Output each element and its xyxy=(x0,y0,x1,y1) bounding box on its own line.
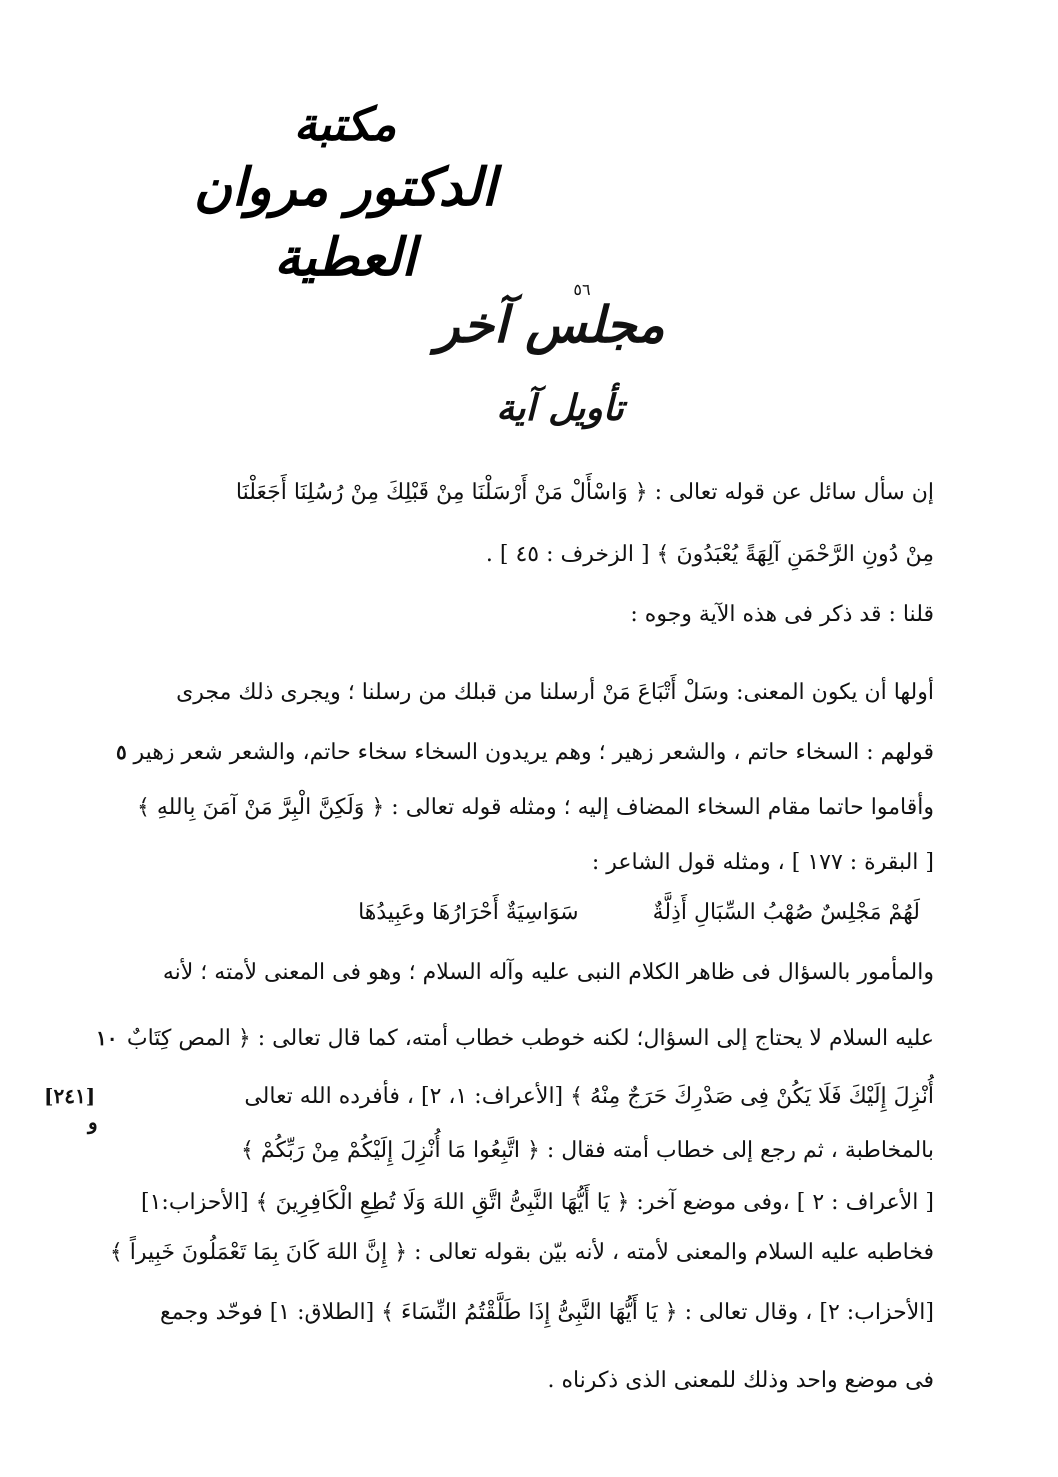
stamp-line-2: الدكتور مروان العطية xyxy=(193,157,497,288)
text-line-1: إن سأل سائل عن قوله تعالى : ﴿ وَاسْأَلْ مَنْ أَرْسَلْنَا مِنْ قَبْلِكَ مِنْ رُسُلِنَا أَجَعَلْنَا xyxy=(235,480,934,505)
text-line-4: أولها أن يكون المعنى: وسَلْ أَتْبَاعَ مَنْ أرسلنا من قبلك من رسلنا ؛ ويجرى ذلك مجرى xyxy=(176,680,934,705)
text-line-15: فى موضع واحد وذلك للمعنى الذى ذكرناه . xyxy=(547,1368,934,1393)
text-line-3: قلنا : قد ذكر فى هذه الآية وجوه : xyxy=(630,602,934,627)
majlis-title: مجلس آخر xyxy=(435,295,665,354)
stamp-line-1: مكتبة xyxy=(293,97,397,151)
verse-second-half: سَوَاسِيَةٌ أَحْرَارُهَا وعَبِيدُهَا xyxy=(358,900,579,925)
text-line-8: والمأمور بالسؤال فى ظاهر الكلام النبى عليه وآله السلام ؛ وهو فى المعنى لأمته ؛ لأنه xyxy=(162,960,934,985)
library-stamp xyxy=(160,95,530,288)
text-line-5: قولهم : السخاء حاتم ، والشعر زهير ؛ وهم يريدون السخاء سخاء حاتم، والشعر شعر زهير xyxy=(133,740,934,765)
verse-first-half: لَهُمْ مَجْلِسٌ صُهْبُ السِّبَالِ أَذِلَّةٌ xyxy=(652,900,920,925)
text-line-9: عليه السلام لا يحتاج إلى السؤال؛ لكنه خوطب خطاب أمته، كما قال تعالى : ﴿ المص كِتَابٌ xyxy=(126,1026,934,1051)
text-line-2: مِنْ دُونِ الرَّحْمَنِ آلِهَةً يُعْبَدُونَ ﴾ [ الزخرف : ٤٥ ] . xyxy=(485,542,934,567)
text-line-10: أُنْزِلَ إِلَيْكَ فَلَا يَكُنْ فِى صَدْرِكَ حَرَجٌ مِنْهُ ﴾ [الأعراف: ١، ٢] ، فأفرده الله تعالى xyxy=(244,1084,934,1109)
line-number-5: ٥ xyxy=(116,740,127,764)
text-line-6: وأقاموا حاتما مقام السخاء المضاف إليه ؛ ومثله قوله تعالى : ﴿ وَلَكِنَّ الْبِرَّ مَنْ آمَنَ بِاللهِ ﴾ xyxy=(136,795,934,820)
text-line-12: [ الأعراف : ٢ ] ،وفى موضع آخر: ﴿ يَا أَيُّهَا النَّبِىُّ اتَّقِ اللهَ وَلَا تُطِعِ الْكَافِرِينَ ﴾ [الأحزاب:١] xyxy=(141,1190,934,1215)
text-line-14: [الأحزاب: ٢] ، وقال تعالى : ﴿ يَا أَيُّهَا النَّبِىُّ إِذَا طَلَّقْتُمُ النِّسَاءَ ﴾ [الطلاق: ١] فوحّد وجمع xyxy=(160,1300,934,1325)
poetry-verse xyxy=(200,900,920,925)
original-page-marker: [٢٤١] xyxy=(44,1084,96,1108)
text-line-11: بالمخاطبة ، ثم رجع إلى خطاب أمته فقال : ﴿ اتَّبِعُوا مَا أُنْزِلَ إِلَيْكُمْ مِنْ رَبِّكُمْ ﴾ xyxy=(241,1138,934,1163)
page-marker-letter: و xyxy=(88,1110,98,1134)
text-line-7: [ البقرة : ١٧٧ ] ، ومثله قول الشاعر : xyxy=(591,850,934,875)
text-line-13: فخاطبه عليه السلام والمعنى لأمته ، لأنه بيّن بقوله تعالى : ﴿ إِنَّ اللهَ كَانَ بِمَا تَعْمَلُونَ خَبِيراً ﴾ xyxy=(109,1240,934,1265)
majlis-number: ٥٦ xyxy=(573,280,591,299)
line-number-10: ١٠ xyxy=(96,1026,118,1050)
section-subtitle: تأويل آية xyxy=(496,387,624,429)
